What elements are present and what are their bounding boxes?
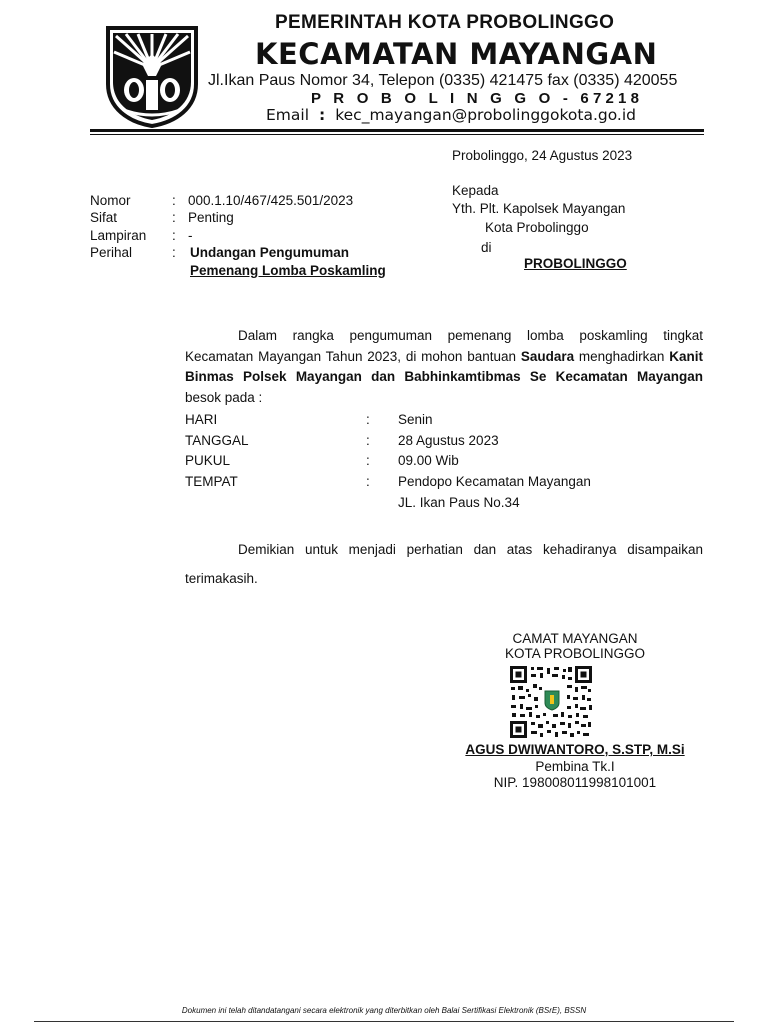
letterhead-office: KECAMATAN MAYANGAN: [255, 37, 658, 71]
closing-text: Demikian untuk menjadi perhatian dan atas kehadiranya disampaikan terimakasih.: [185, 542, 703, 586]
detail-hari-value: Senin: [398, 412, 433, 427]
meta-lampiran-value: -: [188, 228, 193, 243]
meta-nomor-label: Nomor: [90, 193, 131, 208]
email-separator: :: [319, 106, 326, 124]
signature-title1: CAMAT MAYANGAN: [512, 631, 638, 646]
detail-tanggal-value: 28 Agustus 2023: [398, 433, 499, 448]
body-bold-saudara: Saudara: [520, 348, 575, 364]
detail-tempat-value1: Pendopo Kecamatan Mayangan: [398, 474, 591, 489]
meta-lampiran-label: Lampiran: [90, 228, 147, 243]
body-bold-invitees: Kanit Binmas Polsek Mayangan dan Babhinkamtibmas Se Kecamatan Mayangan: [185, 348, 703, 384]
detail-colon: :: [366, 453, 370, 468]
detail-tanggal-label: TANGGAL: [185, 433, 249, 448]
footer-rule: [34, 1021, 734, 1022]
meta-colon: :: [172, 193, 176, 208]
recipient-di: di: [481, 240, 492, 255]
meta-perihal-line1: Undangan Pengumuman: [190, 245, 350, 260]
letter-date: Probolinggo, 24 Agustus 2023: [452, 148, 633, 163]
body-text-3: besok pada :: [185, 389, 263, 405]
detail-hari-label: HARI: [185, 412, 218, 427]
body-text-2: menghadirkan: [574, 348, 670, 364]
letterhead-email-line: [266, 106, 636, 124]
meta-colon: :: [172, 228, 176, 243]
letterhead-address: Jl.Ikan Paus Nomor 34, Telepon (0335) 421475 fax (0335) 420055: [208, 72, 678, 89]
letterhead-government: PEMERINTAH KOTA PROBOLINGGO: [275, 12, 615, 33]
detail-colon: :: [366, 412, 370, 427]
body-paragraph: [185, 326, 703, 408]
detail-tempat-label: TEMPAT: [185, 474, 238, 489]
detail-colon: :: [366, 474, 370, 489]
detail-tempat-value2: JL. Ikan Paus No.34: [398, 495, 520, 510]
meta-colon: :: [172, 210, 176, 225]
recipient-city: PROBOLINGGO: [524, 256, 627, 271]
email-address[interactable]: kec_mayangan@probolinggokota.go.id: [335, 106, 637, 124]
meta-nomor-value: 000.1.10/467/425.501/2023: [188, 193, 354, 208]
detail-pukul-value: 09.00 Wib: [398, 453, 459, 468]
footer-bsre-note: Dokumen ini telah ditandatangani secara elektronik yang diterbitkan oleh Balai Sertifikasi Elektronik (BSrE), BSSN: [181, 1006, 587, 1015]
email-label: Email: [266, 106, 310, 124]
letterhead-rule-thin: [90, 134, 704, 135]
meta-colon: :: [172, 245, 176, 260]
meta-perihal-label: Perihal: [90, 245, 133, 260]
city-emblem-logo: [104, 24, 200, 128]
signature-name: AGUS DWIWANTORO, S.STP, M.Si: [465, 742, 685, 757]
recipient-city-name: Kota Probolinggo: [485, 220, 589, 235]
signature-title2: KOTA PROBOLINGGO: [504, 646, 646, 661]
detail-colon: :: [366, 433, 370, 448]
signature-qr-code: [509, 665, 593, 739]
recipient-kepada: Kepada: [452, 183, 499, 198]
signature-rank: Pembina Tk.I: [535, 759, 615, 774]
letterhead-rule-thick: [90, 129, 704, 132]
body-text-1: Dalam rangka pengumuman pemenang lomba poskamling tingkat Kecamatan Mayangan Tahun 2023, di mohon bantuan: [185, 328, 703, 364]
closing-paragraph: [185, 535, 703, 593]
signature-nip: NIP. 198008011998101001: [493, 775, 657, 790]
recipient-yth: Yth. Plt. Kapolsek Mayangan: [452, 201, 626, 216]
letterhead-city-postal: P R O B O L I N G G O - 67218: [311, 90, 644, 107]
meta-perihal-line2: Pemenang Lomba Poskamling: [190, 263, 386, 278]
meta-sifat-label: Sifat: [90, 210, 118, 225]
meta-sifat-value: Penting: [188, 210, 234, 225]
detail-pukul-label: PUKUL: [185, 453, 231, 468]
